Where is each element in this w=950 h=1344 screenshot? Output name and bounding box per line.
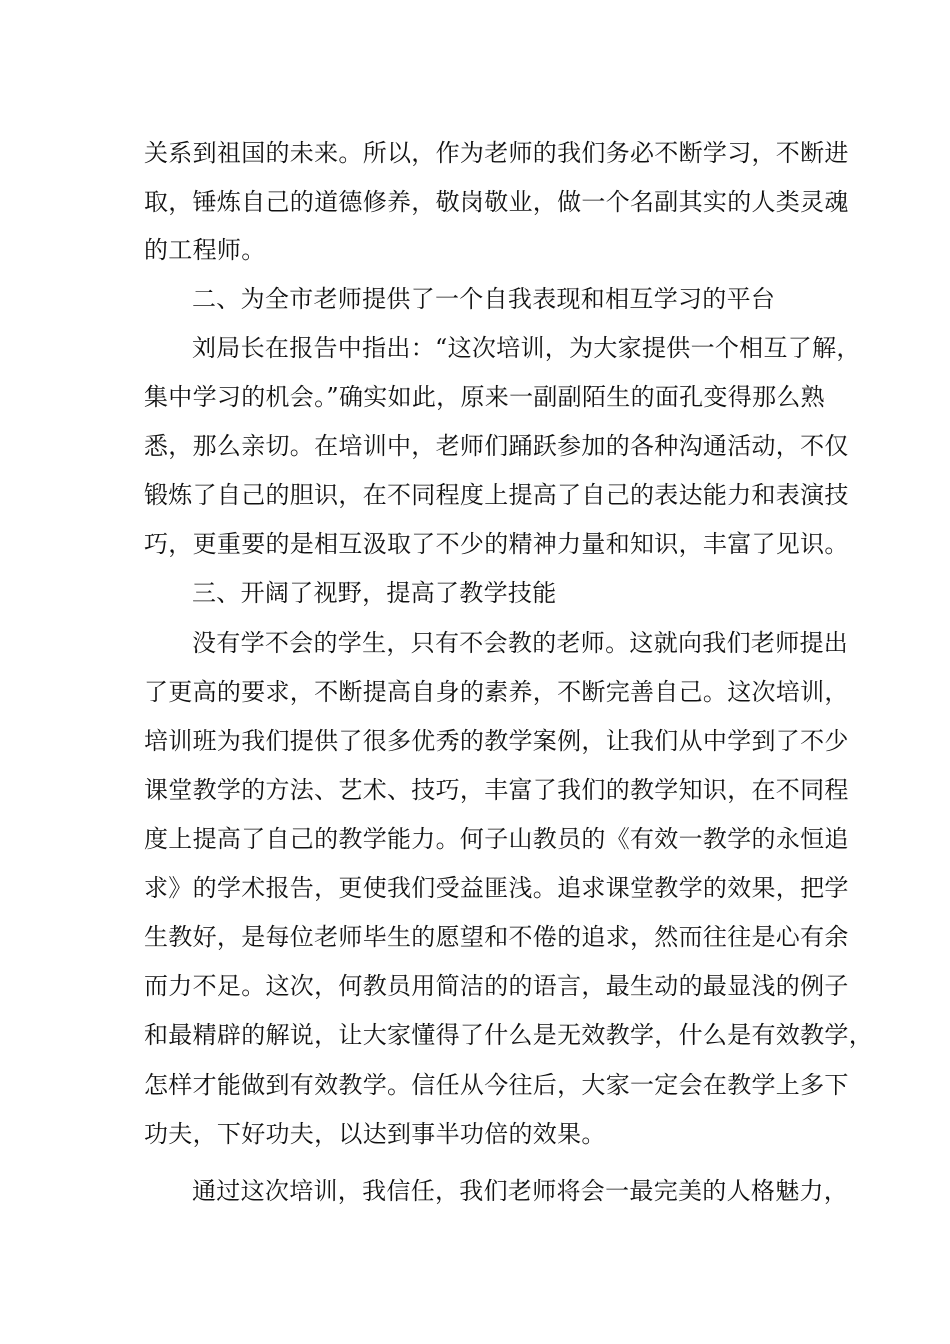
- paragraph-line: 悉，那么亲切。在培训中，老师们踊跃参加的各种沟通活动，不仅: [144, 432, 849, 460]
- paragraph-line: 生教好，是每位老师毕生的愿望和不倦的追求，然而往往是心有余: [144, 923, 849, 951]
- paragraph-line: 度上提高了自己的教学能力。何子山教员的《有效一教学的永恒追: [144, 825, 849, 853]
- paragraph-line: 课堂教学的方法、艺术、技巧，丰富了我们的教学知识，在不同程: [144, 776, 849, 804]
- paragraph-line: 的工程师。: [144, 236, 266, 264]
- section-heading: 三、开阔了视野，提高了教学技能: [192, 579, 557, 607]
- paragraph-line: 关系到祖国的未来。所以，作为老师的我们务必不断学习，不断进: [144, 139, 849, 167]
- paragraph-line: 了更高的要求，不断提高自身的素养，不断完善自己。这次培训，: [144, 678, 849, 706]
- section-heading: 二、为全市老师提供了一个自我表现和相互学习的平台: [192, 285, 776, 313]
- paragraph-line: 功夫，下好功夫，以达到事半功倍的效果。: [144, 1120, 606, 1148]
- paragraph-line: 和最精辟的解说，让大家懂得了什么是无效教学，什么是有效教学，: [144, 1021, 873, 1049]
- paragraph-line: 怎样才能做到有效教学。信任从今往后，大家一定会在教学上多下: [144, 1071, 849, 1099]
- paragraph-line: 通过这次培训，我信任，我们老师将会一最完美的人格魅力，: [192, 1177, 849, 1205]
- paragraph-line: 没有学不会的学生，只有不会教的老师。这就向我们老师提出: [192, 629, 849, 657]
- paragraph-line: 培训班为我们提供了很多优秀的教学案例，让我们从中学到了不少: [144, 727, 849, 755]
- paragraph-line: 刘局长在报告中指出：“这次培训，为大家提供一个相互了解，: [192, 334, 861, 362]
- paragraph-line: 锻炼了自己的胆识，在不同程度上提高了自己的表达能力和表演技: [144, 481, 849, 509]
- paragraph-line: 巧，更重要的是相互汲取了不少的精神力量和知识，丰富了见识。: [144, 530, 849, 558]
- paragraph-line: 取，锤炼自己的道德修养，敬岗敬业，做一个名副其实的人类灵魂: [144, 188, 849, 216]
- paragraph-line: 求》的学术报告，更使我们受益匪浅。追求课堂教学的效果，把学: [144, 874, 849, 902]
- paragraph-line: 集中学习的机会。”确实如此，原来一副副陌生的面孔变得那么熟: [144, 383, 825, 411]
- paragraph-line: 而力不足。这次，何教员用简洁的的语言，最生动的最显浅的例子: [144, 972, 849, 1000]
